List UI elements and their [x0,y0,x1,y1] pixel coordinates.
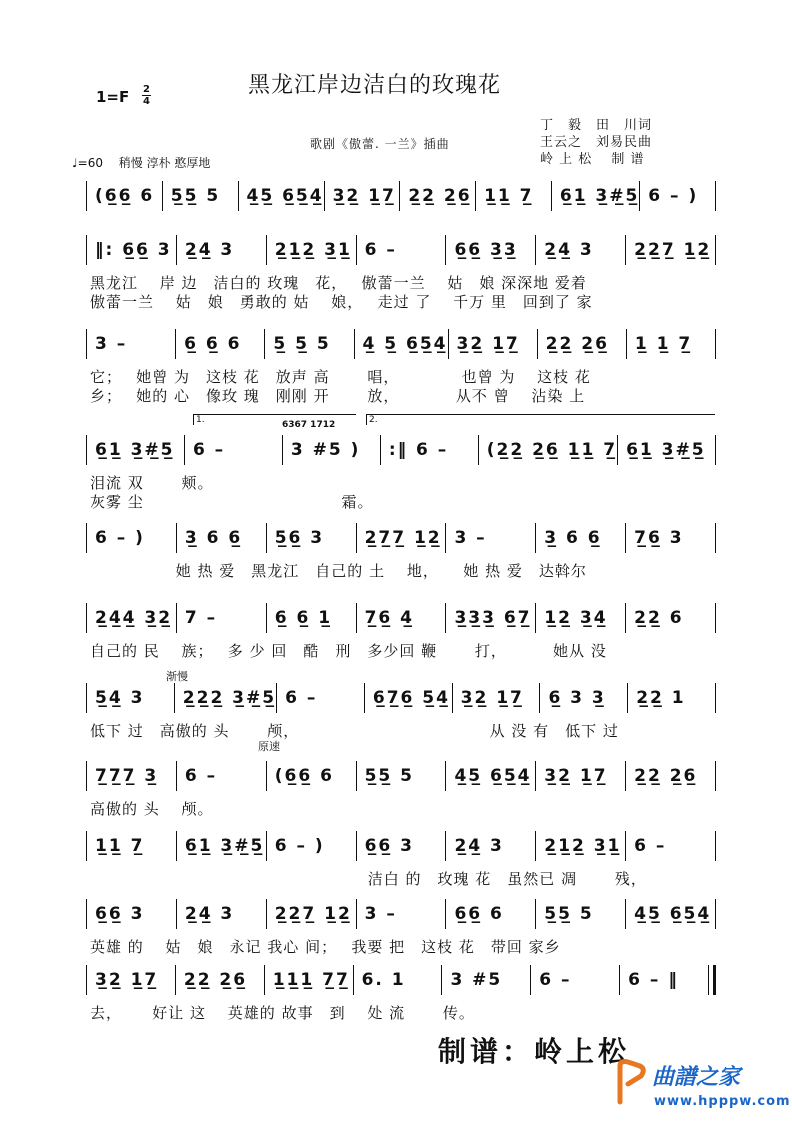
measure: 6̲1̲ 3̲#̲5̲ [95,440,175,460]
notation-row [86,432,716,468]
lyric-line: 傲蕾一兰 姑 娘 勇敢的 姑 娘， 走过 了 千万 里 回到了 家 [90,293,593,311]
measure: 2̲4̲ 3 [544,240,594,260]
notation-row [86,232,716,268]
measure: 2̲4̲ 3 [454,836,504,856]
key-signature: 1=F [96,88,130,106]
measure: 2̲4̲4̲ 3̲2̲ [95,608,173,628]
lyric-line: 乡； 她的 心 像玫 瑰 刚刚 开 放， 从不 曾 沾染 上 [90,387,586,405]
measure: 2̲2̲7̲ 1̲2̲ [634,240,712,260]
measure: 5̲5̲ 5 [170,186,221,206]
lyric-line: 自己的 民 族； 多 少 回 酷 刑 多少回 鞭 打， 她从 没 [90,642,607,660]
volta-2: 2. [366,414,715,425]
measure: 3̲ 6 6̲ [544,528,602,548]
measure: 3 #5 [450,970,503,990]
notation-row [86,828,716,864]
measure: 1̲2̲ 3̲4̲ [544,608,608,628]
measure: 2̲1̲2̲ 3̲1̲ [544,836,622,856]
lyric-line: 泪流 双 颊。 [90,474,214,492]
barline [708,965,716,995]
measure: 6̲1̲ 3̲#̲5̲ [559,186,640,206]
measure: 6̲1̲ 3̲#̲5̲ [184,836,265,856]
site-logo-url: www.hpppw.com [654,1094,791,1109]
measure: 1̲1̲ 7̲ [484,186,534,206]
measure: ‖: 6̲6̲ 3 [95,240,172,260]
measure: 5̲5̲ 5 [364,766,414,786]
measure: 6 – ) [274,836,325,856]
measure: 1̲ 1̲ 7̲ [634,334,693,354]
barline [715,235,716,265]
measure: 7̲6̲ 4̲ [364,608,414,628]
measure: 7̲6̲ 3 [634,528,684,548]
measure: 7 – [184,608,218,628]
measure: 2̲2̲ 2̲6̲ [183,970,248,990]
lyric-line: 它； 她曾 为 这枝 花 放声 高 唱， 也曾 为 这枝 花 [90,368,591,386]
arranger-signature: 制谱：岭上松 [438,1035,631,1068]
measure: 4̲5̲ 6̲5̲4̲ [634,904,712,924]
barline [715,831,716,861]
measure: 2̲4̲ 3 [184,904,235,924]
grace-notes: 6367 1712 [282,420,336,430]
measure: 2̲2̲2̲ 3̲#̲5̲ [182,688,277,708]
measure: 2̲4̲ 3 [184,240,235,260]
measure: 5̲4̲ 3 [95,688,145,708]
measure: 6 – [285,688,318,708]
lyricist-credit: 丁 毅 田 川词 [540,118,653,133]
measure: 3 – [95,334,128,354]
lyric-line: 英雄 的 姑 娘 永记 我心 间； 我要 把 这枝 花 带回 家乡 [90,938,561,956]
measure: 6̲ 6̲ 6 [184,334,242,354]
barline [715,435,716,465]
notation-row [86,178,716,214]
lyric-line: 洁白 的 玫瑰 花 虽然已 凋 残， [90,870,647,888]
measure: 7̲7̲7̲ 3̲ [95,766,159,786]
measure: 5̲6̲ 3 [274,528,325,548]
measure: 6̲6̲ 3 [364,836,414,856]
time-sig-bottom: 4 [143,96,150,107]
lyric-line: 低下 过 高傲的 头 颅， 从 没 有 低下 过 [90,722,619,740]
song-title: 黑龙江岸边洁白的玫瑰花 [248,73,502,98]
measure: (2̲2̲ 2̲6̲ 1̲1̲ 7̲ [486,440,618,460]
measure: 2̲2̲ 6 [634,608,684,628]
measure: 6 – ‖ [628,970,679,990]
measure: 6̲1̲ 3̲#̲5̲ [626,440,706,460]
measure: 3̲2̲ 1̲7̲ [456,334,520,354]
measure: 3 #5 ) [290,440,361,460]
measure: 4̲5̲ 6̲5̲4̲ [246,186,324,206]
barline [715,181,716,211]
measure: 6̲ 6̲ 1̲ [274,608,333,628]
lyric-line: 灰雾 尘 霜。 [90,493,374,511]
measure: 2̲2̲ 2̲6̲ [634,766,698,786]
notation-row [86,520,716,556]
lyric-line: 她 热 爱 黑龙江 自己的 土 地， 她 热 爱 达斡尔 [90,562,587,580]
measure: :‖ 6 – [388,440,449,460]
measure: 3 – [364,904,397,924]
measure: 6̲6̲ 3 [95,904,145,924]
measure: 2̲2̲ 2̲6̲ [408,186,472,206]
lyric-line: 黑龙江 岸 边 洁白的 玫瑰 花， 傲蕾一兰 姑 娘 深深地 爱着 [90,274,587,292]
measure: 3̲2̲ 1̲7̲ [332,186,396,206]
site-logo-icon [614,1058,648,1106]
site-logo-text: 曲譜之家 [652,1065,741,1090]
tempo-marking: ♩=60 稍慢 淳朴 憨厚地 [72,156,211,170]
tempo-jianman: 渐慢 [166,670,188,683]
notation-row [86,896,716,932]
measure: 5̲ 5̲ 5 [273,334,331,354]
notation-row [86,758,716,794]
measure: 2̲2̲ 1 [636,688,686,708]
notation-row [86,680,716,716]
composer-credit: 王云之 刘易民曲 [540,135,653,150]
measure: 4̲5̲ 6̲5̲4̲ [454,766,532,786]
measure: 5̲5̲ 5 [544,904,594,924]
notation-row [86,962,716,998]
measure: 2̲2̲ 2̲6̲ [545,334,609,354]
measure: 6 – ) [95,528,145,548]
measure: 3̲ 6 6̲ [184,528,243,548]
measure: 3 – [454,528,487,548]
measure: 1̲1̲ 7̲ [95,836,145,856]
measure: 3̲2̲ 1̲7̲ [544,766,608,786]
measure: 4̲ 5̲ 6̲5̲4̲ [362,334,448,354]
measure: 6 – [539,970,572,990]
barline [715,899,716,929]
measure: 2̲1̲2̲ 3̲1̲ [274,240,352,260]
notation-row [86,600,716,636]
lyric-line: 高傲的 头 颅。 [90,800,214,818]
arranger-credit: 岭 上 松 制 谱 [540,152,645,167]
opera-subtitle: 歌剧《傲蕾. 一兰》插曲 [310,137,450,151]
barline [715,761,716,791]
measure: 2̲2̲7̲ 1̲2̲ [274,904,352,924]
measure: 6 – [634,836,667,856]
measure: 3̲3̲3̲ 6̲7̲ [454,608,532,628]
measure: 1̲1̲1̲ 7̲7̲ [272,970,350,990]
measure: 3̲2̲ 1̲7̲ [95,970,159,990]
measure: 2̲7̲7̲ 1̲2̲ [364,528,442,548]
time-sig-top: 2 [143,84,150,95]
time-signature [142,84,151,107]
notation-row [86,326,716,362]
tempo-yuansu: 原速 [258,740,280,753]
lyric-line: 去， 好让 这 英雄的 故事 到 处 流 传。 [90,1004,475,1022]
measure: 6 – [192,440,226,460]
barline [715,603,716,633]
measure: 6̲7̲6̲ 5̲4̲ [372,688,450,708]
measure: (6̲6̲ 6 [274,766,334,786]
measure: 6̲6̲ 6 [454,904,504,924]
measure: (6̲6̲ 6 [95,186,155,206]
measure: 6 – [184,766,218,786]
measure: 6̲ 3 3̲ [548,688,606,708]
barline [715,329,716,359]
measure: 6̲6̲ 3̲3̲ [454,240,518,260]
measure: 3̲2̲ 1̲7̲ [460,688,524,708]
barline [715,523,716,553]
measure: 6. 1 [361,970,406,990]
measure: 6 – ) [648,186,699,206]
volta-1: 1. [193,414,356,425]
measure: 6 – [364,240,397,260]
barline [715,683,716,713]
